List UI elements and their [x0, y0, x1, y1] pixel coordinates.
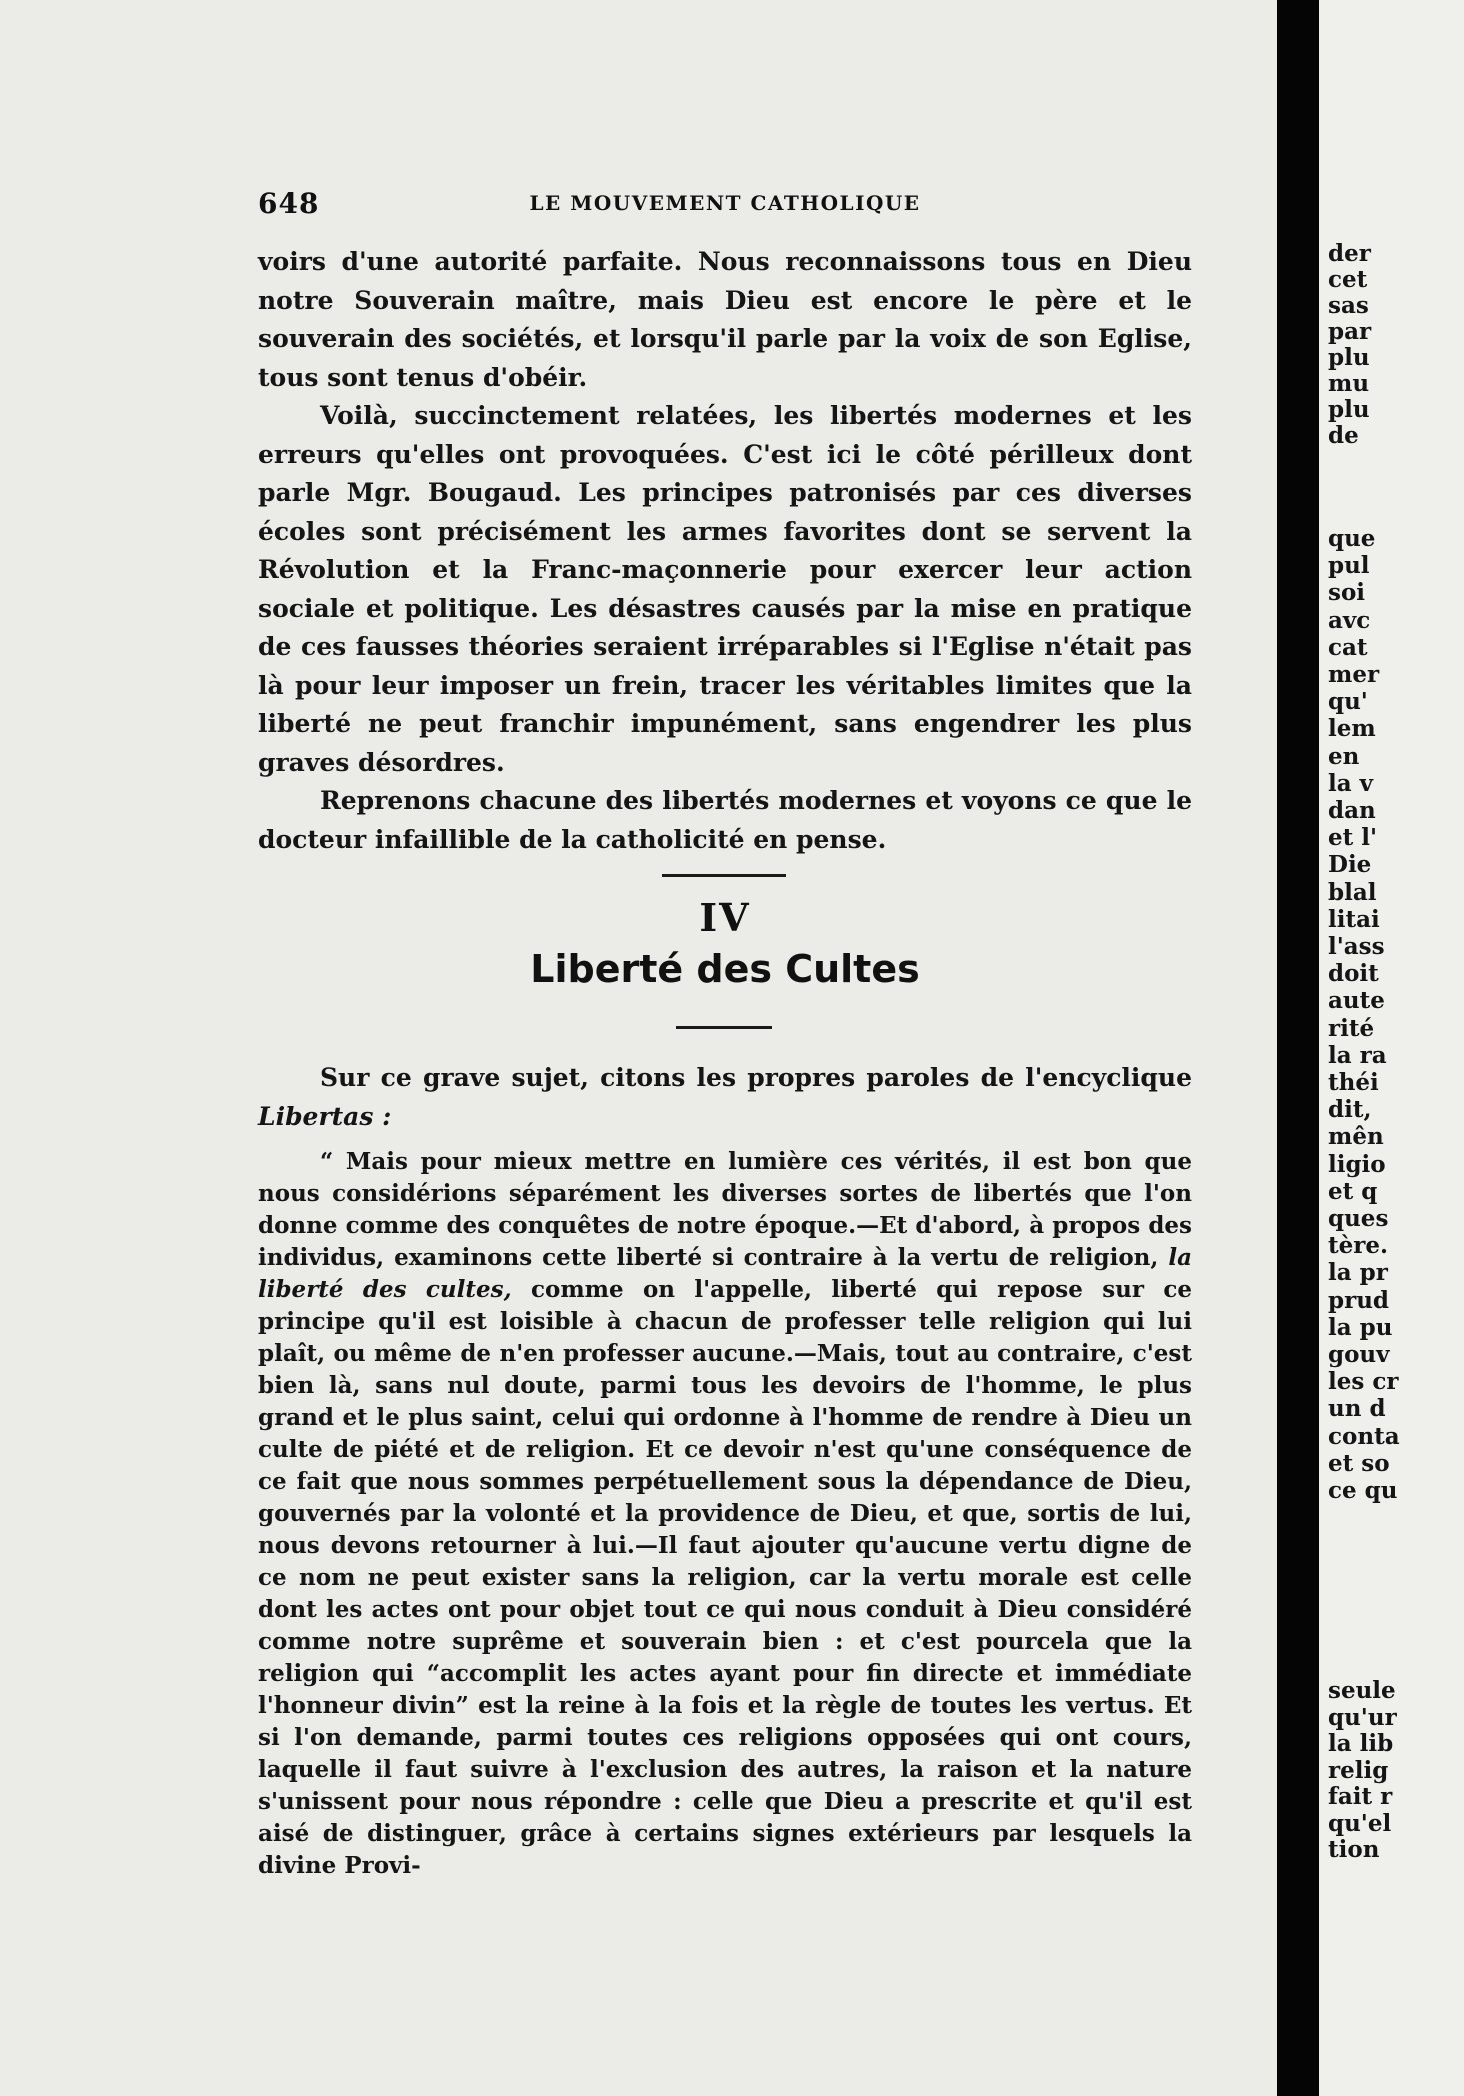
right-page-line: sas [1328, 292, 1369, 319]
right-page-line: tion [1328, 1836, 1380, 1863]
right-page-line: fait r [1328, 1783, 1393, 1810]
right-page-line: et so [1328, 1449, 1390, 1477]
encyclical-quote [258, 1146, 1192, 1882]
page-number: 648 [258, 187, 320, 220]
right-page-line: relig [1328, 1756, 1389, 1784]
quote-text: comme on l'appelle, liberté qui repose sur ce principe qu'il est loisible à chacun de professer telle religion qui lui plaît, ou même de n'en professer aucune.—Mais, tout au contraire, c'est bien là, sans nul doute, parmi tous les devoirs de l'homme, le plus grand et le plus saint, celui qui ordonne à l'homme de rendre à Dieu un culte de piété et de religion. Et ce devoir n'est qu'une conséquence de ce fait que nous sommes perpétuellement sous la dépendance de Dieu, gouvernés par la volonté et la providence de Dieu, et que, sortis de lui, nous devons retourner à lui.—Il faut ajouter qu'aucune vertu digne de ce nom ne peut exister sans la religion, car la vertu morale est celle dont les actes ont pour objet tout ce qui nous conduit à Dieu considéré comme notre suprême et souverain bien : et c'est pourcela que la religion qui “accomplit les actes ayant pour fin directe et immédiate l'honneur divin” est la reine à la fois et la règle de toutes les vertus. Et si l'on demande, parmi toutes ces religions opposées qui ont cours, laquelle il faut suivre à l'exclusion des autres, la raison et la nature s'unissent pour nous répondre : celle que Dieu a prescrite et qu'il est aisé de distinguer, grâce à certains signes extérieurs par lesquels la divine Provi- [258, 1276, 1193, 1879]
right-page-line: et l' [1328, 824, 1378, 852]
right-page-line: par [1328, 318, 1372, 345]
right-page-line: la pu [1328, 1313, 1393, 1341]
right-page-line: et q [1328, 1177, 1378, 1205]
right-page-line: cat [1328, 633, 1368, 661]
right-page-line: seule [1328, 1677, 1396, 1704]
right-page-line: plu [1328, 344, 1370, 371]
paragraph: Voilà, succinctement relatées, les libertés modernes et les erreurs qu'elles ont provoquées. C'est ici le côté périlleux dont parle Mgr. Bougaud. Les principes patronisés par ces diverses écoles sont précisément les armes favorites dont se servent la Révolution et la Franc-maçonnerie pour exercer leur action sociale et politique. Les désastres causés par la mise en pratique de ces fausses théories seraient irréparables si l'Eglise n'était pas là pour leur imposer un frein, tracer les véritables limites que la liberté ne peut franchir impunément, sans engendrer les plus graves désordres. [258, 401, 1192, 777]
right-page-line: avc [1328, 606, 1371, 634]
section-title: Liberté des Cultes [530, 947, 920, 991]
right-page-line: mên [1328, 1123, 1384, 1151]
right-page-line: ligio [1328, 1150, 1386, 1178]
right-page-line: théi [1328, 1069, 1379, 1096]
right-page-line: dan [1328, 797, 1376, 824]
right-page-line: pul [1328, 552, 1370, 580]
right-page-line: Die [1328, 851, 1372, 879]
right-page-line: de [1328, 422, 1359, 449]
right-page-line: qu'el [1328, 1809, 1392, 1837]
quote-intro [258, 1059, 1192, 1136]
right-page-line: gouv [1328, 1341, 1390, 1368]
right-page-line: en [1328, 742, 1360, 770]
right-page-line: la pr [1328, 1259, 1388, 1287]
right-page-line: qu' [1328, 688, 1368, 716]
right-page-line: ce qu [1328, 1477, 1398, 1504]
running-title: LE MOUVEMENT CATHOLIQUE [529, 191, 921, 215]
section-numeral: IV [699, 895, 751, 940]
right-page-line: dit, [1328, 1096, 1372, 1124]
right-page-line: que [1328, 525, 1376, 552]
right-page-edge [1319, 0, 1464, 2096]
body-text [258, 243, 1192, 859]
right-page-line: tère. [1328, 1232, 1389, 1260]
right-page-line: conta [1328, 1422, 1400, 1450]
right-page-line: blal [1328, 878, 1377, 906]
right-page-line: litai [1328, 905, 1380, 933]
book-gutter [1277, 0, 1319, 2096]
right-page-line: aute [1328, 987, 1385, 1015]
intro-text: Sur ce grave sujet, citons les propres paroles de l'encyclique [320, 1063, 1192, 1092]
page-header [258, 187, 1192, 221]
right-page-line: la lib [1328, 1730, 1394, 1757]
right-page-line: cet [1328, 266, 1368, 293]
right-page-line: plu [1328, 396, 1370, 423]
right-page-line: l'ass [1328, 933, 1385, 960]
encyclical-title: Libertas : [258, 1101, 392, 1131]
right-page-line: rité [1328, 1014, 1375, 1042]
right-page-line: mer [1328, 661, 1380, 688]
right-page-line: lem [1328, 715, 1376, 743]
section-text [258, 1059, 1192, 1882]
paragraph-continuation: voirs d'une autorité parfaite. Nous reconnaissons tous en Dieu notre Souverain maître, mais Dieu est encore le père et le souverain des sociétés, et lorsqu'il parle par la voix de son Eglise, tous sont tenus d'obéir. [258, 247, 1192, 392]
right-page-line: mu [1328, 370, 1370, 397]
section-rule-top [662, 874, 786, 877]
paragraph: Reprenons chacune des libertés modernes et voyons ce que le docteur infaillible de la catholicité en pense. [258, 786, 1192, 854]
right-page-line: doit [1328, 960, 1379, 988]
quote-text: “ Mais pour mieux mettre en lumière ces vérités, il est bon que nous considérions séparément les diverses sortes de libertés que l'on donne comme des conquêtes de notre époque.—Et d'abord, à propos des individus, examinons cette liberté si contraire à la vertu de religion, [258, 1148, 1192, 1271]
right-page-line: les cr [1328, 1368, 1399, 1396]
right-page-line: un d [1328, 1395, 1386, 1423]
right-page-line: qu'ur [1328, 1703, 1397, 1731]
right-page-line: soi [1328, 579, 1366, 607]
right-page-line: ques [1328, 1205, 1389, 1232]
right-page-line: la v [1328, 769, 1374, 797]
section-rule-bottom [676, 1026, 772, 1029]
right-page-line: prud [1328, 1286, 1390, 1314]
right-page-line: la ra [1328, 1041, 1387, 1069]
quote-emphasis: la liberté des cultes, [258, 1244, 1193, 1303]
right-page-line: der [1328, 240, 1371, 267]
